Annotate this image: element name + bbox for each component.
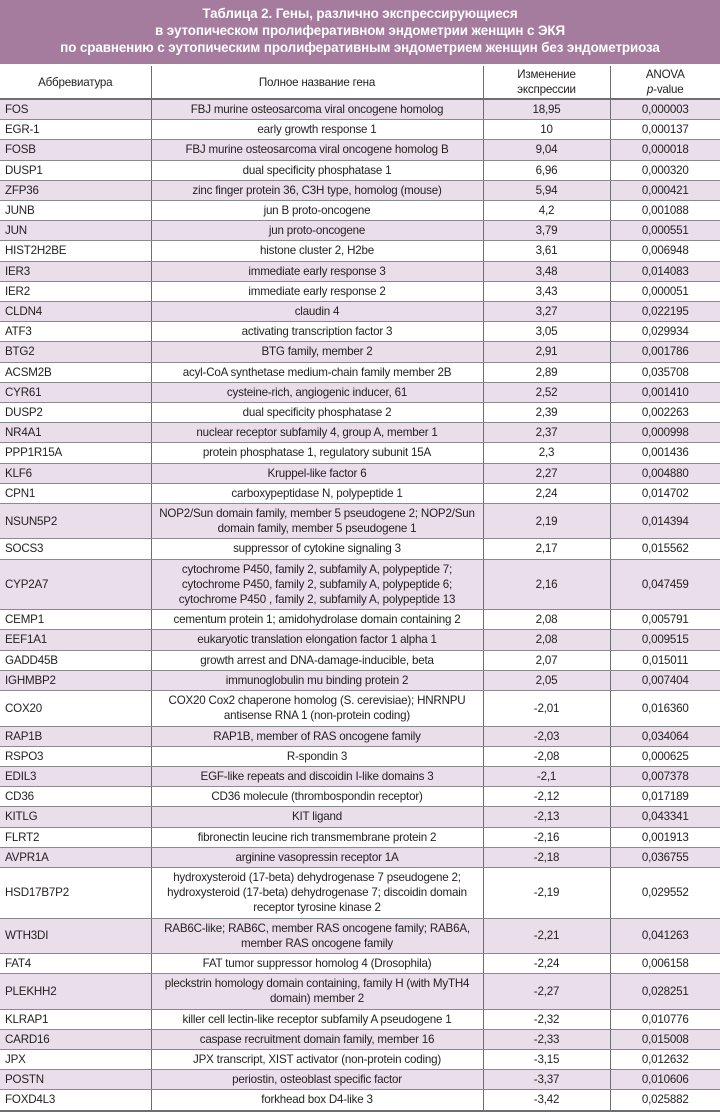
expression-change: -2,33 — [483, 1029, 610, 1049]
table-row — [0, 559, 720, 610]
gene-full-name-line: RAP1B, member of RAS oncogene family — [213, 729, 421, 743]
gene-full-name — [151, 221, 483, 241]
gene-full-name-line: histone cluster 2, H2be — [260, 244, 374, 258]
table-row — [0, 221, 720, 241]
table-row — [0, 847, 720, 867]
gene-abbreviation: DUSP2 — [0, 403, 151, 423]
table-row — [0, 787, 720, 807]
expression-change: -2,1 — [483, 766, 610, 786]
gene-full-name — [151, 302, 483, 322]
expression-change: 2,07 — [483, 650, 610, 670]
gene-abbreviation: JPX — [0, 1049, 151, 1069]
anova-p-value: 0,000998 — [610, 423, 720, 443]
anova-p-value: 0,006948 — [610, 241, 720, 261]
gene-full-name-line: caspase recruitment domain family, member 16 — [199, 1032, 435, 1046]
table-row — [0, 322, 720, 342]
gene-full-name — [151, 322, 483, 342]
expression-change: 3,27 — [483, 302, 610, 322]
gene-full-name-line: cementum protein 1; amidohydrolase domain containing 2 — [173, 613, 461, 627]
gene-full-name — [151, 382, 483, 402]
expression-change: 2,24 — [483, 483, 610, 503]
table-row — [0, 807, 720, 827]
gene-full-name-line: antisense RNA 1 (non-protein coding) — [223, 709, 411, 723]
anova-p-value: 0,016360 — [610, 691, 720, 726]
anova-p-value: 0,001088 — [610, 201, 720, 221]
gene-full-name — [151, 483, 483, 503]
anova-p-value: 0,014394 — [610, 504, 720, 539]
gene-abbreviation: FOS — [0, 99, 151, 120]
gene-full-name-line: periostin, osteoblast specific factor — [232, 1073, 402, 1087]
gene-full-name — [151, 423, 483, 443]
table-row — [0, 443, 720, 463]
gene-full-name-line: killer cell lectin-like receptor subfamily A pseudogene 1 — [182, 1012, 452, 1026]
gene-full-name — [151, 201, 483, 221]
gene-full-name-line: carboxypeptidase N, polypeptide 1 — [231, 486, 403, 500]
gene-full-name-line: fibronectin leucine rich transmembrane protein 2 — [197, 830, 437, 844]
gene-full-name — [151, 650, 483, 670]
anova-p-value: 0,000421 — [610, 180, 720, 200]
gene-abbreviation: AVPR1A — [0, 847, 151, 867]
gene-full-name — [151, 160, 483, 180]
gene-full-name-line: FAT tumor suppressor homolog 4 (Drosophila) — [202, 956, 432, 970]
table-title — [0, 0, 720, 64]
table-row — [0, 120, 720, 140]
table-row — [0, 918, 720, 953]
gene-full-name — [151, 827, 483, 847]
expression-change: -2,19 — [483, 867, 610, 918]
gene-full-name-line: receptor tyrosine kinase 2 — [253, 901, 381, 915]
header-expression-change — [483, 66, 610, 99]
expression-change: 2,91 — [483, 342, 610, 362]
gene-full-name — [151, 559, 483, 610]
header-expression-change-line-2: экспрессии — [517, 83, 576, 96]
gene-full-name-line: claudin 4 — [294, 305, 340, 319]
gene-full-name-line: CD36 molecule (thrombospondin receptor) — [211, 790, 423, 804]
expression-change: 3,43 — [483, 281, 610, 301]
gene-full-name — [151, 974, 483, 1009]
expression-change: -2,16 — [483, 827, 610, 847]
gene-full-name-line: immediate early response 2 — [248, 284, 386, 298]
anova-p-value: 0,005791 — [610, 610, 720, 630]
gene-full-name-line: FBJ murine osteosarcoma viral oncogene homolog B — [185, 143, 449, 157]
anova-p-value: 0,041263 — [610, 918, 720, 953]
gene-abbreviation: IER3 — [0, 261, 151, 281]
gene-abbreviation: CYR61 — [0, 382, 151, 402]
gene-full-name — [151, 504, 483, 539]
gene-full-name — [151, 539, 483, 559]
table-row — [0, 180, 720, 200]
anova-p-value: 0,015008 — [610, 1029, 720, 1049]
gene-abbreviation: KITLG — [0, 807, 151, 827]
table-row — [0, 746, 720, 766]
anova-p-value: 0,007404 — [610, 670, 720, 690]
table-row — [0, 670, 720, 690]
gene-abbreviation: COX20 — [0, 691, 151, 726]
gene-abbreviation: PPP1R15A — [0, 443, 151, 463]
table-row — [0, 483, 720, 503]
expression-change: -2,08 — [483, 746, 610, 766]
table-row — [0, 953, 720, 973]
table-title-line-1: Таблица 2. Гены, различно экспрессирующиеся — [202, 6, 518, 21]
expression-change: 5,94 — [483, 180, 610, 200]
anova-p-value: 0,000625 — [610, 746, 720, 766]
expression-change: 3,79 — [483, 221, 610, 241]
gene-full-name-line: domain family, member 5 pseudogene 1 — [217, 522, 417, 536]
gene-full-name-line: forkhead box D4-like 3 — [261, 1093, 373, 1107]
gene-abbreviation: DUSP1 — [0, 160, 151, 180]
header-abbreviation: Аббревиатура — [0, 66, 151, 99]
table-row — [0, 382, 720, 402]
expression-change: -2,32 — [483, 1009, 610, 1029]
expression-change: 2,89 — [483, 362, 610, 382]
gene-full-name-line: hydroxysteroid (17-beta) dehydrogenase 7 pseudogene 2; — [173, 870, 461, 884]
gene-full-name — [151, 120, 483, 140]
gene-full-name — [151, 953, 483, 973]
table-row — [0, 610, 720, 630]
gene-abbreviation: CARD16 — [0, 1029, 151, 1049]
gene-full-name-line: dual specificity phosphatase 1 — [242, 163, 392, 177]
gene-full-name — [151, 281, 483, 301]
table-row — [0, 342, 720, 362]
expression-change: -2,18 — [483, 847, 610, 867]
gene-full-name-line: suppressor of cytokine signaling 3 — [233, 542, 401, 556]
gene-full-name — [151, 787, 483, 807]
header-gene-name: Полное название гена — [151, 66, 483, 99]
gene-full-name — [151, 463, 483, 483]
gene-full-name-line: jun B proto-oncogene — [263, 204, 371, 218]
table-row — [0, 539, 720, 559]
gene-abbreviation: JUNB — [0, 201, 151, 221]
gene-abbreviation: IER2 — [0, 281, 151, 301]
header-anova: ANOVA — [645, 68, 685, 81]
gene-full-name-line: FBJ murine osteosarcoma viral oncogene homolog — [190, 103, 444, 116]
header-anova-pvalue — [610, 66, 720, 99]
header-pvalue — [613, 82, 719, 97]
table-row — [0, 766, 720, 786]
gene-full-name — [151, 180, 483, 200]
gene-abbreviation: FAT4 — [0, 953, 151, 973]
gene-full-name-line: jun proto-oncogene — [268, 224, 366, 238]
gene-full-name-line: hydroxysteroid (17-beta) dehydrogenase 7; discoidin domain — [167, 886, 467, 900]
gene-full-name — [151, 610, 483, 630]
gene-full-name-line: dual specificity phosphatase 2 — [242, 406, 392, 420]
gene-full-name-line: immediate early response 3 — [248, 264, 386, 278]
table-row — [0, 302, 720, 322]
gene-full-name-line: nuclear receptor subfamily 4, group A, member 1 — [196, 426, 438, 440]
gene-full-name — [151, 766, 483, 786]
anova-p-value: 0,014083 — [610, 261, 720, 281]
gene-full-name-line: NOP2/Sun domain family, member 5 pseudogene 2; NOP2/Sun — [159, 507, 475, 521]
expression-change: 2,16 — [483, 559, 610, 610]
table-row — [0, 504, 720, 539]
table-row — [0, 1049, 720, 1069]
header-row — [0, 66, 720, 99]
gene-full-name — [151, 691, 483, 726]
table-row — [0, 726, 720, 746]
gene-full-name-line: activating transcription factor 3 — [241, 325, 393, 339]
gene-full-name — [151, 847, 483, 867]
gene-abbreviation: IGHMBP2 — [0, 670, 151, 690]
expression-change: 2,17 — [483, 539, 610, 559]
anova-p-value: 0,029552 — [610, 867, 720, 918]
gene-full-name — [151, 630, 483, 650]
anova-p-value: 0,043341 — [610, 807, 720, 827]
anova-p-value: 0,000137 — [610, 120, 720, 140]
gene-abbreviation: EGR-1 — [0, 120, 151, 140]
gene-abbreviation: HSD17B7P2 — [0, 867, 151, 918]
table-row — [0, 140, 720, 160]
table-row — [0, 241, 720, 261]
anova-p-value: 0,000003 — [610, 99, 720, 120]
gene-abbreviation: BTG2 — [0, 342, 151, 362]
anova-p-value: 0,010776 — [610, 1009, 720, 1029]
gene-full-name-line: cytochrome P450, family 2, subfamily A, polypeptide 6; — [181, 577, 453, 591]
expression-change: -2,03 — [483, 726, 610, 746]
expression-change: 3,48 — [483, 261, 610, 281]
header-p-italic: p — [646, 83, 654, 96]
gene-abbreviation: HIST2H2BE — [0, 241, 151, 261]
expression-change: 9,04 — [483, 140, 610, 160]
gene-full-name-line: acyl-CoA synthetase medium-chain family member 2B — [182, 365, 452, 379]
gene-full-name — [151, 140, 483, 160]
gene-abbreviation: CLDN4 — [0, 302, 151, 322]
gene-expression-table — [0, 66, 720, 1112]
anova-p-value: 0,010606 — [610, 1070, 720, 1090]
gene-abbreviation: CYP2A7 — [0, 559, 151, 610]
gene-full-name — [151, 807, 483, 827]
gene-abbreviation: GADD45B — [0, 650, 151, 670]
gene-full-name-line: zinc finger protein 36, C3H type, homolog (mouse) — [192, 183, 442, 197]
gene-abbreviation: EDIL3 — [0, 766, 151, 786]
gene-abbreviation: ACSM2B — [0, 362, 151, 382]
anova-p-value: 0,034064 — [610, 726, 720, 746]
gene-full-name-line: RAB6C-like; RAB6C, member RAS oncogene family; RAB6A, — [164, 921, 470, 935]
gene-abbreviation: RSPO3 — [0, 746, 151, 766]
gene-full-name — [151, 443, 483, 463]
gene-full-name-line: growth arrest and DNA-damage-inducible, beta — [200, 653, 434, 667]
gene-full-name-line: immunoglobulin mu binding protein 2 — [225, 673, 409, 687]
gene-abbreviation: ZFP36 — [0, 180, 151, 200]
gene-full-name — [151, 1029, 483, 1049]
expression-change: 3,61 — [483, 241, 610, 261]
anova-p-value: 0,000051 — [610, 281, 720, 301]
gene-full-name — [151, 867, 483, 918]
table-row — [0, 1070, 720, 1090]
anova-p-value: 0,035708 — [610, 362, 720, 382]
gene-abbreviation: NR4A1 — [0, 423, 151, 443]
gene-abbreviation: CPN1 — [0, 483, 151, 503]
gene-full-name — [151, 726, 483, 746]
anova-p-value: 0,001786 — [610, 342, 720, 362]
anova-p-value: 0,006158 — [610, 953, 720, 973]
table-row — [0, 827, 720, 847]
table-row — [0, 99, 720, 120]
anova-p-value: 0,007378 — [610, 766, 720, 786]
expression-change: 2,19 — [483, 504, 610, 539]
gene-full-name-line: EGF-like repeats and discoidin I-like domains 3 — [200, 769, 434, 783]
table-row — [0, 463, 720, 483]
expression-change: 2,08 — [483, 610, 610, 630]
gene-full-name-line: protein phosphatase 1, regulatory subunit 15A — [202, 446, 432, 460]
expression-change: 2,52 — [483, 382, 610, 402]
anova-p-value: 0,015011 — [610, 650, 720, 670]
gene-full-name-line: COX20 Cox2 chaperone homolog (S. cerevisiae); HNRNPU — [168, 694, 466, 708]
gene-abbreviation: FLRT2 — [0, 827, 151, 847]
gene-full-name — [151, 670, 483, 690]
anova-p-value: 0,028251 — [610, 974, 720, 1009]
anova-p-value: 0,025882 — [610, 1090, 720, 1111]
table-row — [0, 650, 720, 670]
gene-full-name-line: member RAS oncogene family — [240, 936, 394, 950]
gene-abbreviation: JUN — [0, 221, 151, 241]
expression-change: -2,27 — [483, 974, 610, 1009]
header-expression-change-line-1: Изменение — [517, 68, 576, 81]
table-row — [0, 362, 720, 382]
gene-full-name-line: pleckstrin homology domain containing, family H (with MyTH4 — [164, 977, 470, 991]
expression-change: 10 — [483, 120, 610, 140]
gene-full-name-line: JPX transcript, XIST activator (non-protein coding) — [193, 1052, 441, 1066]
gene-abbreviation: CD36 — [0, 787, 151, 807]
gene-abbreviation: FOSB — [0, 140, 151, 160]
gene-full-name-line: cytochrome P450 , family 2, subfamily A, polypeptide 13 — [178, 593, 456, 607]
table-row — [0, 201, 720, 221]
anova-p-value: 0,001436 — [610, 443, 720, 463]
anova-p-value: 0,001410 — [610, 382, 720, 402]
expression-change: 2,3 — [483, 443, 610, 463]
gene-full-name-line: eukaryotic translation elongation factor 1 alpha 1 — [197, 633, 437, 647]
table-title-line-3: по сравнению с эутопическим пролиферативным эндометрием женщин без эндометриоза — [60, 40, 660, 55]
expression-change: 4,2 — [483, 201, 610, 221]
gene-full-name — [151, 342, 483, 362]
gene-full-name-line: cysteine-rich, angiogenic inducer, 61 — [226, 385, 408, 399]
table-title-line-2: в эутопическом пролиферативном эндометрии женщин с ЭКЯ — [154, 23, 566, 38]
anova-p-value: 0,004880 — [610, 463, 720, 483]
gene-full-name — [151, 918, 483, 953]
table-row — [0, 423, 720, 443]
table-row — [0, 867, 720, 918]
table-row — [0, 281, 720, 301]
table-row — [0, 403, 720, 423]
anova-p-value: 0,015562 — [610, 539, 720, 559]
table-row — [0, 1009, 720, 1029]
gene-full-name-line: domain) member 2 — [269, 992, 365, 1006]
expression-change: 18,95 — [483, 99, 610, 120]
gene-abbreviation: KLRAP1 — [0, 1009, 151, 1029]
table-row — [0, 261, 720, 281]
gene-abbreviation: RAP1B — [0, 726, 151, 746]
anova-p-value: 0,000320 — [610, 160, 720, 180]
expression-change: 2,27 — [483, 463, 610, 483]
gene-full-name — [151, 241, 483, 261]
gene-abbreviation: EEF1A1 — [0, 630, 151, 650]
anova-p-value: 0,000551 — [610, 221, 720, 241]
expression-change: -2,21 — [483, 918, 610, 953]
gene-full-name-line: Kruppel-like factor 6 — [267, 466, 367, 480]
gene-full-name-line: BTG family, member 2 — [261, 345, 373, 359]
expression-change: -2,24 — [483, 953, 610, 973]
gene-abbreviation: WTH3DI — [0, 918, 151, 953]
gene-full-name — [151, 1049, 483, 1069]
gene-full-name — [151, 99, 483, 120]
anova-p-value: 0,017189 — [610, 787, 720, 807]
gene-abbreviation: POSTN — [0, 1070, 151, 1090]
expression-change: -2,01 — [483, 691, 610, 726]
anova-p-value: 0,001913 — [610, 827, 720, 847]
gene-full-name — [151, 1009, 483, 1029]
gene-abbreviation: CEMP1 — [0, 610, 151, 630]
gene-abbreviation: PLEKHH2 — [0, 974, 151, 1009]
anova-p-value: 0,012632 — [610, 1049, 720, 1069]
expression-change: -3,42 — [483, 1090, 610, 1111]
table-row — [0, 974, 720, 1009]
table-row — [0, 160, 720, 180]
gene-full-name-line: cytochrome P450, family 2, subfamily A, polypeptide 7; — [181, 562, 453, 576]
gene-abbreviation: NSUN5P2 — [0, 504, 151, 539]
anova-p-value: 0,029934 — [610, 322, 720, 342]
expression-change: -2,13 — [483, 807, 610, 827]
gene-full-name — [151, 403, 483, 423]
gene-full-name-line: arginine vasopressin receptor 1A — [235, 850, 399, 864]
expression-change: 2,37 — [483, 423, 610, 443]
gene-full-name-line: R-spondin 3 — [286, 749, 348, 763]
table-row — [0, 1029, 720, 1049]
expression-change: 6,96 — [483, 160, 610, 180]
gene-full-name — [151, 1070, 483, 1090]
table-row — [0, 691, 720, 726]
table-row — [0, 630, 720, 650]
gene-full-name — [151, 746, 483, 766]
expression-change: 2,08 — [483, 630, 610, 650]
gene-abbreviation: KLF6 — [0, 463, 151, 483]
expression-change: 2,05 — [483, 670, 610, 690]
gene-full-name — [151, 261, 483, 281]
anova-p-value: 0,009515 — [610, 630, 720, 650]
gene-abbreviation: FOXD4L3 — [0, 1090, 151, 1111]
gene-abbreviation: ATF3 — [0, 322, 151, 342]
anova-p-value: 0,002263 — [610, 403, 720, 423]
gene-full-name — [151, 362, 483, 382]
anova-p-value: 0,047459 — [610, 559, 720, 610]
expression-change: -3,15 — [483, 1049, 610, 1069]
anova-p-value: 0,036755 — [610, 847, 720, 867]
expression-change: 3,05 — [483, 322, 610, 342]
anova-p-value: 0,014702 — [610, 483, 720, 503]
expression-change: -2,12 — [483, 787, 610, 807]
table-row — [0, 1090, 720, 1111]
expression-change: 2,39 — [483, 403, 610, 423]
gene-full-name-line: KIT ligand — [292, 810, 342, 824]
gene-full-name — [151, 1090, 483, 1111]
expression-change: -3,37 — [483, 1070, 610, 1090]
gene-full-name-line: early growth response 1 — [257, 123, 377, 137]
anova-p-value: 0,000018 — [610, 140, 720, 160]
anova-p-value: 0,022195 — [610, 302, 720, 322]
gene-abbreviation: SOCS3 — [0, 539, 151, 559]
header-value-suffix: -value — [653, 83, 684, 96]
